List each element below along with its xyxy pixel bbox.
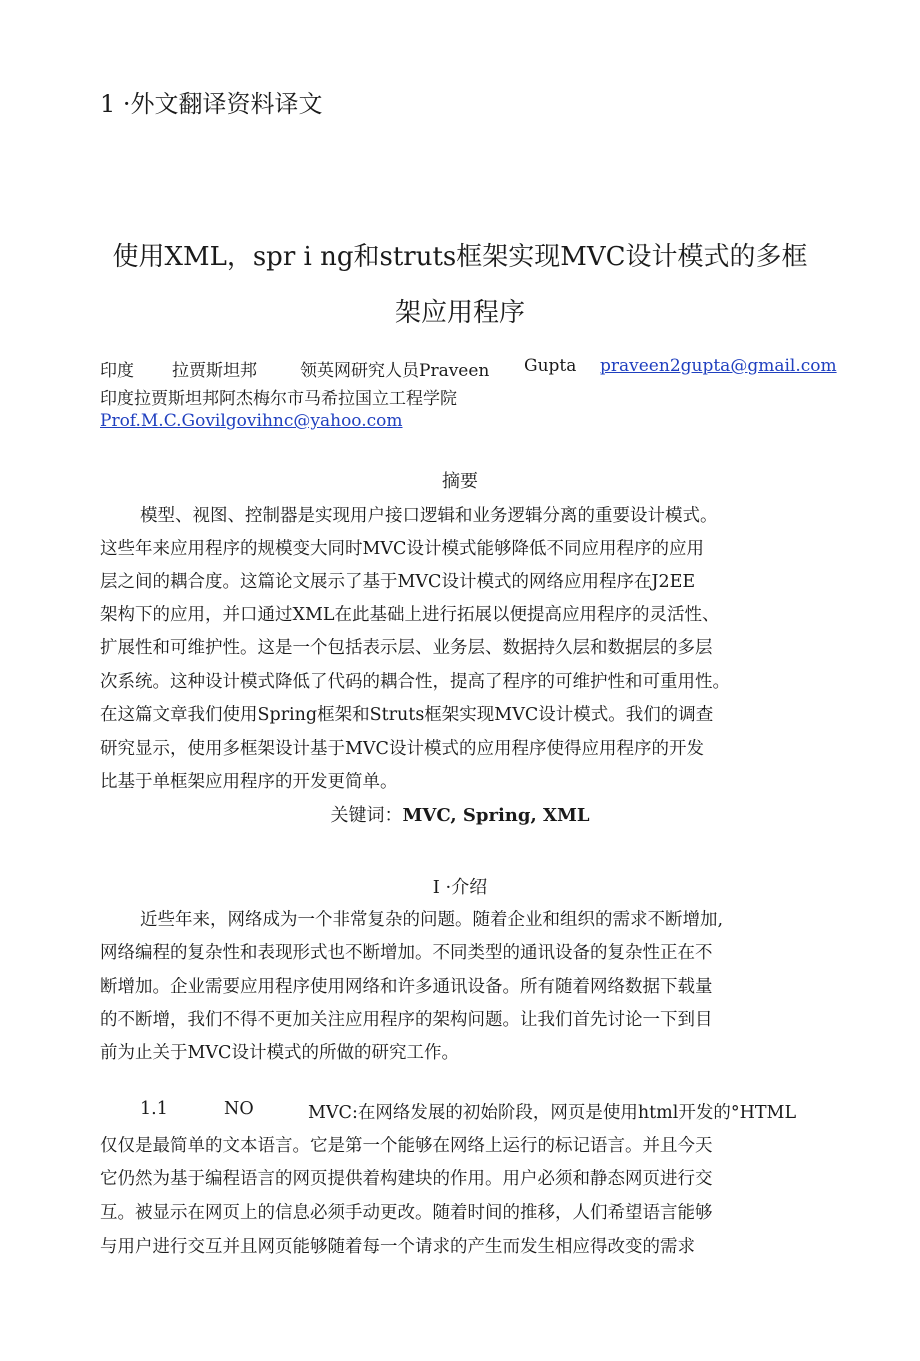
intro-line: 网络编程的复杂性和表现形式也不断增加。不同类型的通讯设备的复杂性正在不 [100, 943, 713, 963]
abstract-line: 模型、视图、控制器是实现用户接口逻辑和业务逻辑分离的重要设计模式。 [140, 506, 718, 526]
subsection-first-line: MVC:在网络发展的初始阶段，网页是使用html开发的°HTML [308, 1103, 797, 1123]
abstract-line: 次系统。这种设计模式降低了代码的耦合性，提高了程序的可维护性和可重用性。 [100, 672, 730, 692]
abstract-line: 比基于单框架应用程序的开发更简单。 [100, 772, 398, 792]
intro-line: 前为止关于MVC设计模式的所做的研究工作。 [100, 1043, 459, 1063]
intro-line: 断增加。企业需要应用程序使用网络和许多通讯设备。所有随着网络数据下载量 [100, 977, 713, 997]
subsection-line: 仅仅是最简单的文本语言。它是第一个能够在网络上运行的标记语言。并且今天 [100, 1136, 713, 1156]
author-role: 领英网研究人员Praveen [300, 361, 490, 381]
abstract-line: 在这篇文章我们使用Spring框架和Struts框架实现MVC设计模式。我们的调查 [100, 705, 714, 725]
abstract-line: 扩展性和可维护性。这是一个包括表示层、业务层、数据持久层和数据层的多层 [100, 638, 713, 658]
abstract-heading: 摘要 [442, 471, 478, 492]
subsection-label: NO [224, 1099, 254, 1119]
author-surname: Gupta [524, 356, 577, 376]
keywords-value: MVC, Spring, XML [402, 805, 590, 826]
abstract-line: 架构下的应用，并口通过XML在此基础上进行拓展以便提高应用程序的灵活性、 [100, 605, 720, 625]
keywords [0, 801, 920, 827]
abstract-line: 研究显示，使用多框架设计基于MVC设计模式的应用程序使得应用程序的开发 [100, 739, 704, 759]
abstract-line: 这些年来应用程序的规模变大同时MVC设计模式能够降低不同应用程序的应用 [100, 539, 704, 559]
paper-title-line-1: 使用XML，spr i ng和struts框架实现MVC设计模式的多框 [112, 242, 808, 272]
intro-line: 近些年来，网络成为一个非常复杂的问题。随着企业和组织的需求不断增加, [140, 910, 724, 930]
author-email-link[interactable]: praveen2gupta@gmail.com [600, 356, 837, 376]
intro-heading: I ·介绍 [432, 877, 488, 898]
paper-title-line-2: 架应用程序 [394, 298, 525, 328]
keywords-label: 关键词： [330, 805, 403, 826]
abstract-line: 层之间的耦合度。这篇论文展示了基于MVC设计模式的网络应用程序在J2EE [100, 572, 696, 592]
subsection-line: 互。被显示在网页上的信息必须手动更改。随着时间的推移，人们希望语言能够 [100, 1203, 713, 1223]
subsection-line: 它仍然为基于编程语言的网页提供着构建块的作用。用户必须和静态网页进行交 [100, 1169, 713, 1189]
subsection-number: 1.1 [140, 1099, 168, 1119]
author-state: 拉贾斯坦邦 [172, 361, 257, 381]
author-country: 印度 [100, 361, 134, 381]
author-email2-link[interactable]: Prof.M.C.Govilgovihnc@yahoo.com [100, 411, 403, 431]
section-heading: 1 ·外文翻译资料译文 [100, 90, 323, 118]
intro-line: 的不断增，我们不得不更加关注应用程序的架构问题。让我们首先讨论一下到目 [100, 1010, 713, 1030]
subsection-line: 与用户进行交互并且网页能够随着每一个请求的产生而发生相应得改变的需求 [100, 1237, 695, 1257]
author-institution: 印度拉贾斯坦邦阿杰梅尔市马希拉国立工程学院 [100, 389, 457, 409]
